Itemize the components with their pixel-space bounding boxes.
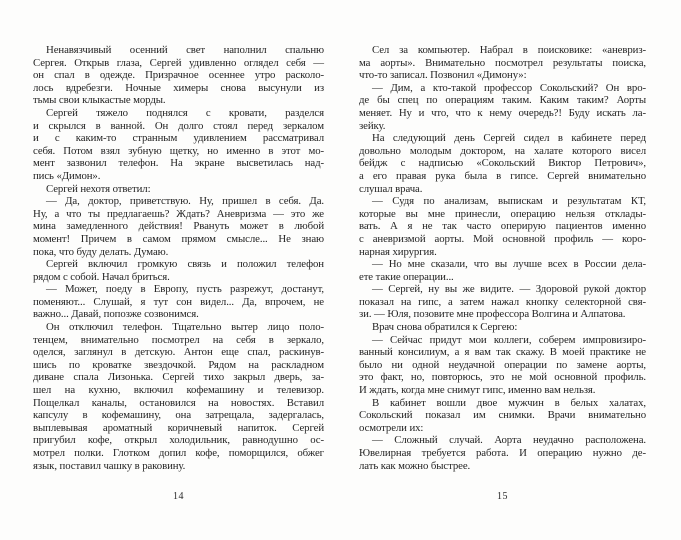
text-line: ете такие операции... [359,270,454,283]
text-line: важно... Давай, попозже созвонимся. [33,308,199,321]
text-line: мент зазвонил телефон. На экране высветилась над- [33,157,324,170]
text-line: показал на гипс, а затем нажал кнопку селекторной свя- [359,295,646,308]
text-line: рядом с собой. Начал бриться. [33,270,170,283]
text-line: тьмы свои клыкастые морды. [33,94,166,107]
text-line: меняет. Ну и что, что к нему очередь?! Буду искать ла- [359,106,646,119]
text-line: Сергей включил громкую связь и положил телефон [46,258,324,271]
page-number-left: 14 [173,491,184,502]
text-line: пригубил кофе, открыл холодильник, равнодушно ос- [33,434,324,447]
text-line: — Судя по анализам, выпискам и результатам КТ, [372,195,646,208]
text-line: шись по кроватке звездочкой. Рядом на раскладном [33,358,324,371]
text-line: довольно молодым доктором, на халате которого висел [359,144,646,157]
text-line: выплевывая ароматный коричневый напиток. Сергей [33,421,324,434]
text-line: И ждать, когда мне снимут гипс, именно вам нельзя. [359,384,596,397]
text-line: Ну, а что ты предлагаешь? Ждать? Аневризма — это же [33,207,324,220]
text-line: — Да, доктор, приветствую. Ну, пришел в себя. Да. [46,195,324,208]
page-number-right: 15 [497,491,508,502]
text-line: он спал в одежде. Призрачное осеннее утро расколо- [33,69,324,82]
text-line: зи. — Юля, позовите мне профессора Волгина и Алпатова. [359,308,626,321]
text-line: что-то записал. Позвонил «Димону»: [359,69,527,82]
text-line: шел на кухню, включил кофемашину и телевизор. [33,384,324,397]
text-line: В кабинет вошли двое мужчин в белых халатах, [372,396,646,409]
text-line: капсулу в кофемашину, она затрещала, задергалась, [33,409,324,422]
text-line: бейдж с надписью «Сокольский Виктор Петрович», [359,157,646,170]
text-line: Врач снова обратился к Сергею: [372,321,518,334]
text-line: и с каким-то странным удивлением рассматривал [33,132,324,145]
text-line: На следующий день Сергей сидел в кабинете перед [372,132,646,145]
text-line: язык, поставил чашку в раковину. [33,459,186,472]
text-line: Сергея. Открыв глаза, Сергей удивленно оглядел себя — [33,56,324,69]
text-line: с аневризмой аорты. Мой основной профиль — коро- [359,232,646,245]
text-line: Сел за компьютер. Набрал в поисковике: «аневриз- [372,44,646,56]
text-line: — Дим, а кто-такой профессор Сокольский? Он вро- [372,81,646,94]
text-line: — Но мне сказали, что вы лучше всех в России дела- [372,258,646,271]
text-line: оделся, заглянул в детскую. Антон еще спал, раскинув- [33,346,324,359]
text-line: мина замедленного действия! Рвануть может в любой [33,220,324,233]
text-line: Пощелкал каналы, остановился на новостях. Вставил [33,396,324,409]
text-line: и скрылся в ванной. Он долго стоял перед зеркалом [33,119,324,132]
text-line: пись «Димон». [33,169,101,182]
text-line: зейку. [359,119,386,132]
text-line: де бы спец по операциям таким. Каким таким? Аорты [359,94,646,107]
text-line: Сергей нехотя ответил: [46,182,151,195]
text-line: слушал врача. [359,182,423,195]
text-line: диване спала Лизонька. Сергей тихо закрыл дверь, за- [33,371,324,384]
text-line: осмотрели их: [359,421,424,434]
text-line: ванный консилиум, а я вам так скажу. В моей практике не [359,346,646,359]
text-line: Ненавязчивый осенний свет наполнил спальню [46,44,324,56]
text-line: — Может, поеду в Европу, пусть разрежут, достанут, [46,283,324,296]
text-line: лось вдребезги. Ночные химеры снова высунули из [33,81,324,94]
page-right-text [359,44,646,472]
text-line: а его правая рука была в гипсе. Сергей внимательно [359,169,646,182]
text-line: поменяют... Слушай, я тут сон видел... Да, впрочем, не [33,295,324,308]
text-line: Он отключил телефон. Тщательно вытер лицо поло- [46,321,324,334]
text-line: Сокольский показал им снимки. Врачи внимательно [359,409,646,422]
text-line: было ни одной неудачной операции по замене аорты, [359,358,646,371]
text-line: это факт, но, повторюсь, это не мой основной профиль. [359,371,646,384]
text-line: Ювелирная требуется работа. И операцию нужно де- [359,447,646,459]
text-line: тенцем, внимательно посмотрел на себя в зеркало, [33,333,324,346]
text-line: мотрел полки. Глотком допил кофе, поморщился, обжег [33,447,324,459]
text-line: — Сергей, ну вы же видите. — Здоровой рукой доктор [372,283,646,296]
text-line: себя. Потом взял зубную щетку, но именно в этот мо- [33,144,324,157]
text-line: — Сложный случай. Аорта неудачно расположена. [372,434,646,447]
text-line: нарная хирургия. [359,245,437,258]
text-line: ма аорты». Внимательно посмотрел результаты поиска, [359,56,646,69]
text-line: пока, что буду делать. Думаю. [33,245,169,258]
text-line: момент! Причем в самом прямом смысле... Не знаю [33,232,324,245]
text-line: вать. А я не так часто оперирую пациентов именно [359,220,646,233]
text-line: которые вы мне принесли, операцию нельзя отклады- [359,207,646,220]
text-line: Сергей тяжело поднялся с кровати, разделся [46,106,324,119]
text-line: — Сейчас придут мои коллеги, соберем импровизиро- [372,333,646,346]
text-line: лать как можно быстрее. [359,459,471,472]
page-left-text [33,44,324,472]
